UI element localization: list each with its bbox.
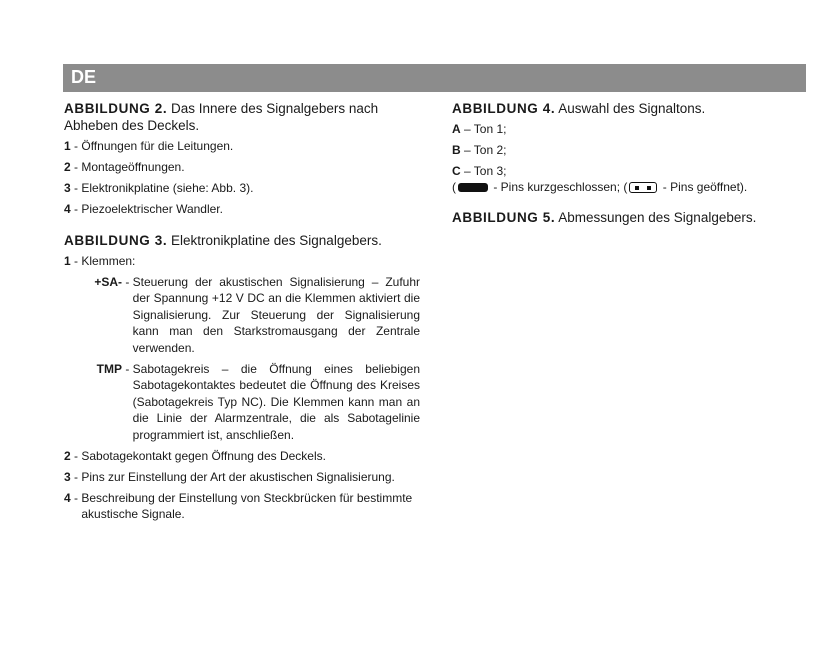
item-number: 3: [64, 469, 71, 484]
figure-3-heading: [64, 232, 420, 249]
terminal-tmp-description: TMP - Sabotagekreis – die Öffnung eines beliebigen Sabotagekontaktes bedeutet die Öffnung des Kreises (Sabotagekreis Typ NC). Die Klemmen kann man an die Linie der Alarmzentrale, die als Sabotagelinie programmiert ist, anschließen.: [64, 361, 420, 444]
tone-item: A – Ton 1;: [452, 122, 507, 136]
list-item: 2 - Sabotagekontakt gegen Öffnung des Deckels.: [64, 448, 420, 465]
jumper-legend: ( - Pins kurzgeschlossen; ( - Pins geöffnet).: [452, 180, 748, 194]
list-item: 3 - Elektronikplatine (siehe: Abb. 3).: [64, 180, 420, 197]
figure-4-label: ABBILDUNG 4.: [452, 101, 556, 116]
pins-closed-icon: [458, 183, 488, 192]
terminal-tag: +SA-: [94, 274, 122, 289]
item-number: 4: [64, 202, 71, 216]
item-text: Beschreibung der Einstellung von Steckbrücken für bestimmte akustische Signale.: [81, 490, 413, 521]
figure-5-title: Abmessungen des Signalgebers.: [558, 210, 757, 225]
legend-open-text: - Pins geöffnet).: [662, 180, 748, 194]
terminal-text: Sabotagekreis – die Öffnung eines beliebigen Sabotagekontaktes bedeutet die Öffnung des Kreises (Sabotagekreis Typ NC). Die Klemmen kann man an die Linie der Alarmzentrale, die als Sabotagelinie programmiert ist, anschließen.: [132, 361, 420, 442]
item-text: Öffnungen für die Leitungen.: [81, 139, 234, 153]
list-item: 1 - Öffnungen für die Leitungen.: [64, 138, 420, 155]
item-number: 3: [64, 181, 71, 195]
item-number: 1: [64, 139, 71, 153]
tone-key: B: [452, 143, 461, 157]
item-number: 2: [64, 160, 71, 174]
item-text: Piezoelektrischer Wandler.: [81, 202, 223, 216]
tone-text: Ton 2;: [473, 143, 507, 157]
tone-text: Ton 3;: [473, 164, 507, 178]
list-item: 4 - Piezoelektrischer Wandler.: [64, 201, 420, 218]
list-item: 4 - Beschreibung der Einstellung von Steckbrücken für bestimmte akustische Signale.: [64, 490, 420, 523]
language-code: DE: [71, 67, 97, 87]
right-column: [452, 100, 806, 230]
figure-5-heading: [452, 209, 806, 226]
tone-text: Ton 1;: [473, 122, 507, 136]
left-column: [64, 100, 420, 527]
item-text: Klemmen:: [81, 253, 136, 268]
terminal-sa-description: +SA- - Steuerung der akustischen Signalisierung – Zufuhr der Spannung +12 V DC an die Klemmen aktiviert die Signalisierung. Zur Steuerung der Signalisierung kann man den Starkstromausgang der Zentrale verwenden.: [64, 274, 420, 357]
item-number: 1: [64, 253, 71, 268]
figure-4-heading: [452, 100, 806, 117]
figure-4-title: Auswahl des Signaltons.: [558, 101, 706, 116]
item-text: Montageöffnungen.: [81, 160, 185, 174]
terminal-text: Steuerung der akustischen Signalisierung – Zufuhr der Spannung +12 V DC an die Klemmen aktiviert die Signalisierung. Zur Steuerung der Signalisierung kann man den Starkstromausgang der Zentrale verwenden.: [132, 274, 420, 355]
figure-3-label: ABBILDUNG 3.: [64, 232, 168, 248]
list-item: 1 - Klemmen:: [64, 253, 420, 270]
tone-item: C – Ton 3;: [452, 164, 507, 178]
figure-3-title: Elektronikplatine des Signalgebers.: [170, 232, 382, 248]
item-text: Sabotagekontakt gegen Öffnung des Deckels.: [81, 448, 326, 463]
tone-key: C: [452, 164, 461, 178]
pins-open-icon: [629, 182, 657, 193]
item-number: 2: [64, 448, 71, 463]
figure-2-title: Das Innere des Signalgebers nach Abheben des Deckels.: [64, 101, 379, 133]
figure-2-label: ABBILDUNG 2.: [64, 101, 168, 116]
tone-item: B – Ton 2;: [452, 143, 507, 157]
figure-2-heading: [64, 100, 420, 134]
figure-5-label: ABBILDUNG 5.: [452, 210, 556, 225]
item-text: Elektronikplatine (siehe: Abb. 3).: [81, 181, 254, 195]
list-item: 2 - Montageöffnungen.: [64, 159, 420, 176]
tone-key: A: [452, 122, 461, 136]
item-number: 4: [64, 490, 71, 505]
list-item: 3 - Pins zur Einstellung der Art der akustischen Signalisierung.: [64, 469, 420, 486]
language-header-bar: [63, 64, 806, 92]
terminal-tag: TMP: [96, 361, 122, 376]
legend-closed-text: - Pins kurzgeschlossen;: [493, 180, 621, 194]
item-text: Pins zur Einstellung der Art der akustischen Signalisierung.: [81, 469, 395, 484]
